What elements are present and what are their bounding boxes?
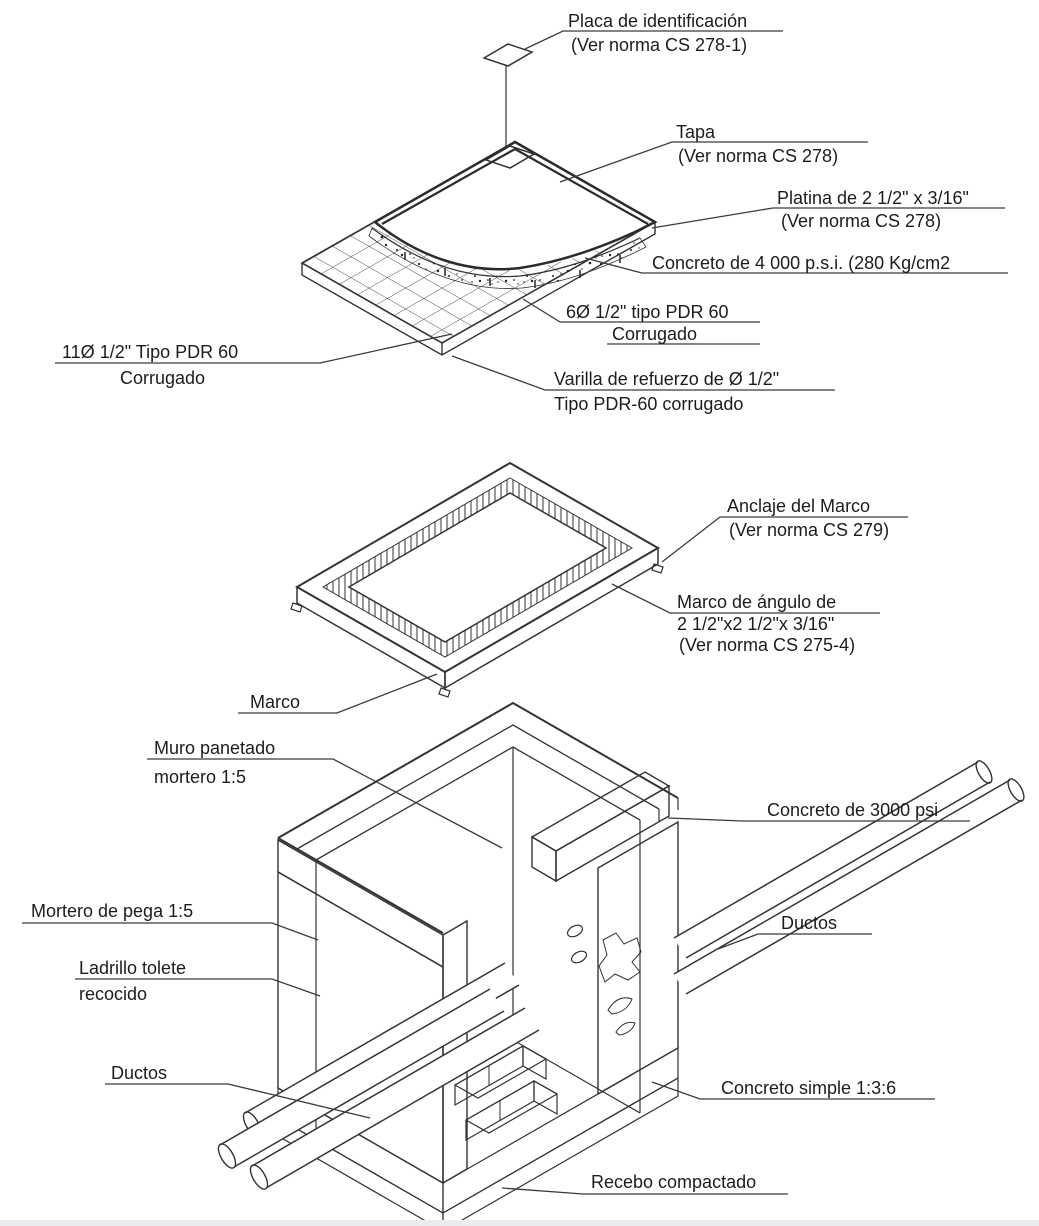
label-platina-2: (Ver norma CS 278) [781, 211, 942, 231]
label-varilla-1: Varilla de refuerzo de Ø 1/2" [554, 369, 780, 389]
ring-beam [532, 772, 669, 881]
mortar-blob [599, 933, 641, 982]
label-anclaje-1: Anclaje del Marco [727, 496, 871, 516]
label-anclaje-2: (Ver norma CS 279) [729, 520, 890, 540]
chamber-top-ring [278, 703, 678, 860]
label-placa-1: Placa de identificación [568, 11, 748, 31]
ducts-right [674, 758, 1027, 994]
label-platina-1: Platina de 2 1/2" x 3/16" [777, 188, 969, 208]
label-mortero: Mortero de pega 1:5 [31, 901, 194, 921]
chamber-assembly [215, 703, 1027, 1226]
mortar-drips [608, 998, 635, 1035]
label-muro-2: mortero 1:5 [154, 767, 247, 787]
recebo-right-face [443, 1078, 678, 1226]
label-tapa-2: (Ver norma CS 278) [678, 146, 839, 166]
label-placa-2: (Ver norma CS 278-1) [571, 35, 748, 55]
label-once-2: Corrugado [120, 368, 206, 388]
bottom-edge-strip [0, 1220, 1039, 1226]
label-marco-angulo-1: Marco de ángulo de [677, 592, 837, 612]
label-marco: Marco [250, 692, 301, 712]
marco-skirt-right [445, 548, 658, 688]
label-marco-angulo-3: (Ver norma CS 275-4) [679, 635, 856, 655]
label-muro-1: Muro panetado [154, 738, 276, 758]
beam-cut-end [532, 837, 556, 881]
recebo-left-face [278, 1118, 443, 1226]
label-ductos-right: Ductos [781, 913, 838, 933]
label-concreto3000: Concreto de 3000 psi [767, 800, 939, 820]
label-varilla-2: Tipo PDR-60 corrugado [554, 394, 744, 414]
concrete-ring-face-left [278, 840, 443, 967]
label-once-1: 11Ø 1/2" Tipo PDR 60 [62, 342, 239, 362]
marco-outer-edge [297, 463, 658, 672]
marco-assembly [291, 463, 663, 697]
label-recebo: Recebo compactado [591, 1172, 757, 1192]
label-ductos-left: Ductos [111, 1063, 168, 1083]
label-tapa-1: Tapa [676, 122, 716, 142]
label-seis-1: 6Ø 1/2" tipo PDR 60 [566, 302, 729, 322]
label-seis-2: Corrugado [612, 324, 698, 344]
label-marco-angulo-2: 2 1/2"x2 1/2"x 3/16" [677, 614, 835, 634]
label-concreto4000: Concreto de 4 000 p.s.i. (280 Kg/cm2 [652, 253, 951, 273]
leader-mortero [22, 923, 318, 940]
duct-holes [566, 923, 589, 965]
identification-plate [484, 44, 532, 66]
label-ladrillo-1: Ladrillo tolete [79, 958, 187, 978]
label-ladrillo-2: recocido [79, 984, 148, 1004]
label-concreto-simple: Concreto simple 1:3:6 [721, 1078, 897, 1098]
marco-anchor-hatch [323, 478, 632, 657]
brick-pillar-right [598, 822, 678, 1094]
ducts-left [215, 963, 539, 1192]
